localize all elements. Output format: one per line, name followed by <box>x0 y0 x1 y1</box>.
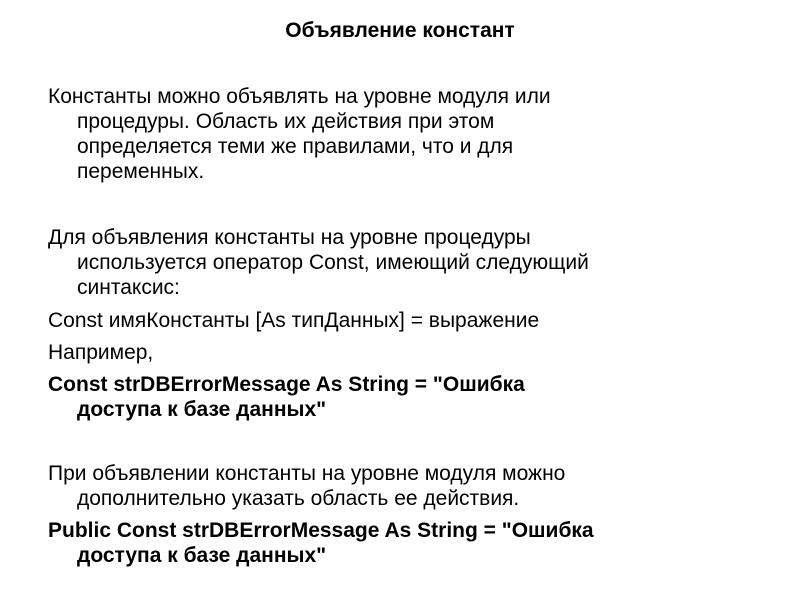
example-code: Const strDBErrorMessage As String = "Ошибка доступа к базе данных" <box>48 373 525 421</box>
example-intro: Например, <box>48 341 154 364</box>
public-example-code: Public Const strDBErrorMessage As String = "Ошибка доступа к базе данных" <box>48 519 594 567</box>
procedure-level-paragraph: Для объявления константы на уровне процедуры используется оператор Const, имеющий следующий синтаксис: <box>48 226 589 299</box>
syntax-line: Const имяКонстанты [As типДанных] = выражение <box>48 309 540 332</box>
page-title: Объявление констант <box>285 19 515 42</box>
module-level-paragraph: При объявлении константы на уровне модуля можно дополнительно указать область ее действия. <box>48 462 566 510</box>
intro-paragraph: Константы можно объявлять на уровне модуля или процедуры. Область их действия при этом определяется теми же правилами, что и для переменных. <box>48 85 551 183</box>
